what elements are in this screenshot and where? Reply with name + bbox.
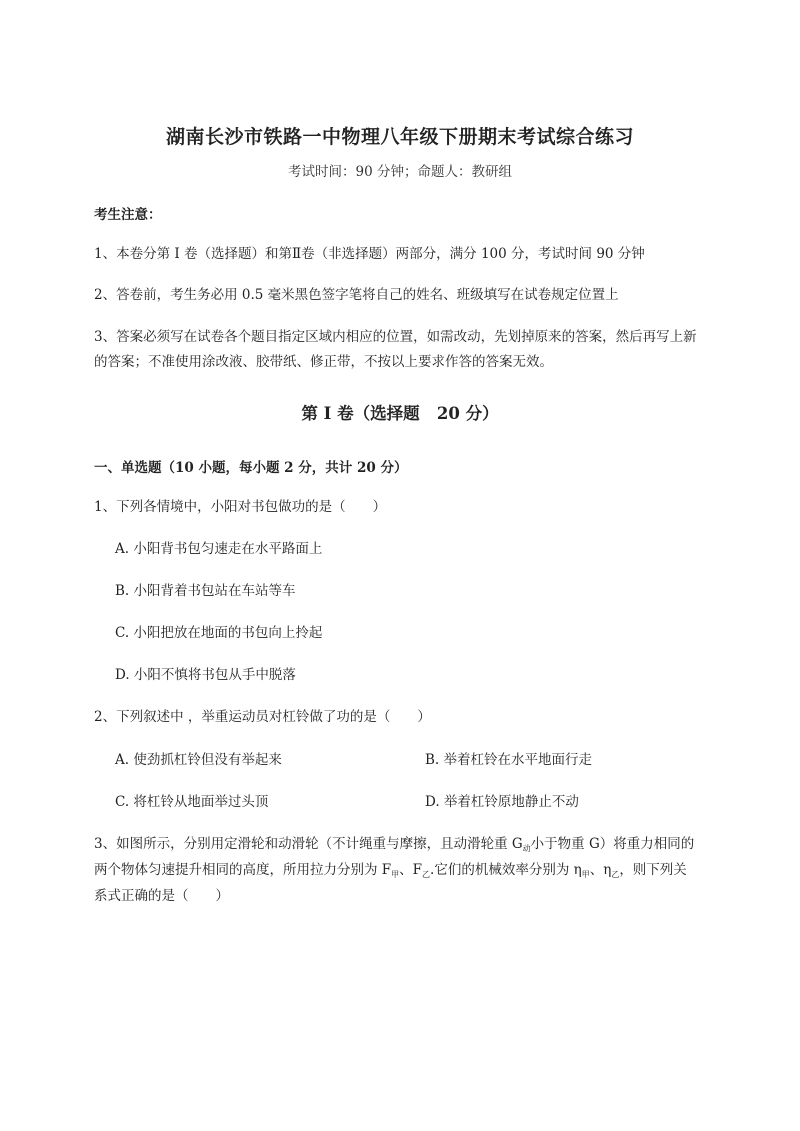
- question-1-option-a: A. 小阳背书包匀速走在水平路面上: [115, 541, 323, 557]
- q3-subscript: 乙: [422, 870, 431, 879]
- notice-item-2: 2、答卷前，考生务必用 0.5 毫米黑色签字笔将自己的姓名、班级填写在试卷规定位置上: [94, 287, 619, 303]
- q3-subscript: 甲: [391, 870, 400, 879]
- q3-text: 、η: [589, 862, 612, 878]
- q3-text: 、F: [399, 862, 423, 878]
- question-group-heading: 一、单选题（10 小题，每小题 2 分，共计 20 分）: [94, 460, 408, 476]
- q3-subscript: 甲: [581, 870, 590, 879]
- question-2-option-a: A. 使劲抓杠铃但没有举起来: [115, 752, 282, 768]
- q3-text: 小于物重 G）将重力相同的: [530, 836, 695, 852]
- question-2-stem: 2、下列叙述中 ，举重运动员对杠铃做了功的是（ ）: [94, 709, 431, 725]
- question-3-stem-line-3: 系式正确的是（ ）: [94, 888, 229, 904]
- q3-text: 3、如图所示，分别用定滑轮和动滑轮（不计绳重与摩擦，且动滑轮重 G: [94, 836, 523, 852]
- notice-item-1: 1、本卷分第 I 卷（选择题）和第Ⅱ卷（非选择题）两部分，满分 100 分，考试时间 90 分钟: [94, 246, 645, 262]
- q3-subscript: 乙: [611, 870, 620, 879]
- notice-heading: 考生注意：: [94, 207, 162, 223]
- question-2-option-b: B. 举着杠铃在水平地面行走: [425, 752, 593, 768]
- question-1-stem: 1、下列各情境中，小阳对书包做功的是（ ）: [94, 499, 387, 515]
- section-title: 第 I 卷（选择题 20 分）: [301, 404, 499, 423]
- exam-subtitle: 考试时间：90 分钟；命题人：教研组: [288, 164, 512, 180]
- question-1-option-c: C. 小阳把放在地面的书包向上拎起: [115, 625, 323, 641]
- q3-text: 两个物体匀速提升相同的高度，所用拉力分别为 F: [94, 862, 392, 878]
- question-3-stem-line-1: [94, 833, 724, 860]
- exam-title: 湖南长沙市铁路一中物理八年级下册期末考试综合练习: [165, 126, 634, 148]
- question-2-option-d: D. 举着杠铃原地静止不动: [425, 794, 579, 810]
- question-1-option-d: D. 小阳不慎将书包从手中脱落: [115, 667, 296, 683]
- question-2-option-c: C. 将杠铃从地面举过头顶: [115, 794, 269, 810]
- question-1-option-b: B. 小阳背着书包站在车站等车: [115, 583, 296, 599]
- question-3-stem-line-2: [94, 859, 724, 886]
- q3-subscript: 动: [522, 844, 531, 853]
- notice-item-3-cont: 的答案；不准使用涂改液、胶带纸、修正带，不按以上要求作答的答案无效。: [94, 354, 553, 370]
- notice-item-3: 3、答案必须写在试卷各个题目指定区域内相应的位置，如需改动，先划掉原来的答案，然后再写上新: [94, 329, 697, 345]
- q3-text: ，则下列关: [619, 862, 687, 878]
- q3-text: .它们的机械效率分别为 η: [430, 862, 582, 878]
